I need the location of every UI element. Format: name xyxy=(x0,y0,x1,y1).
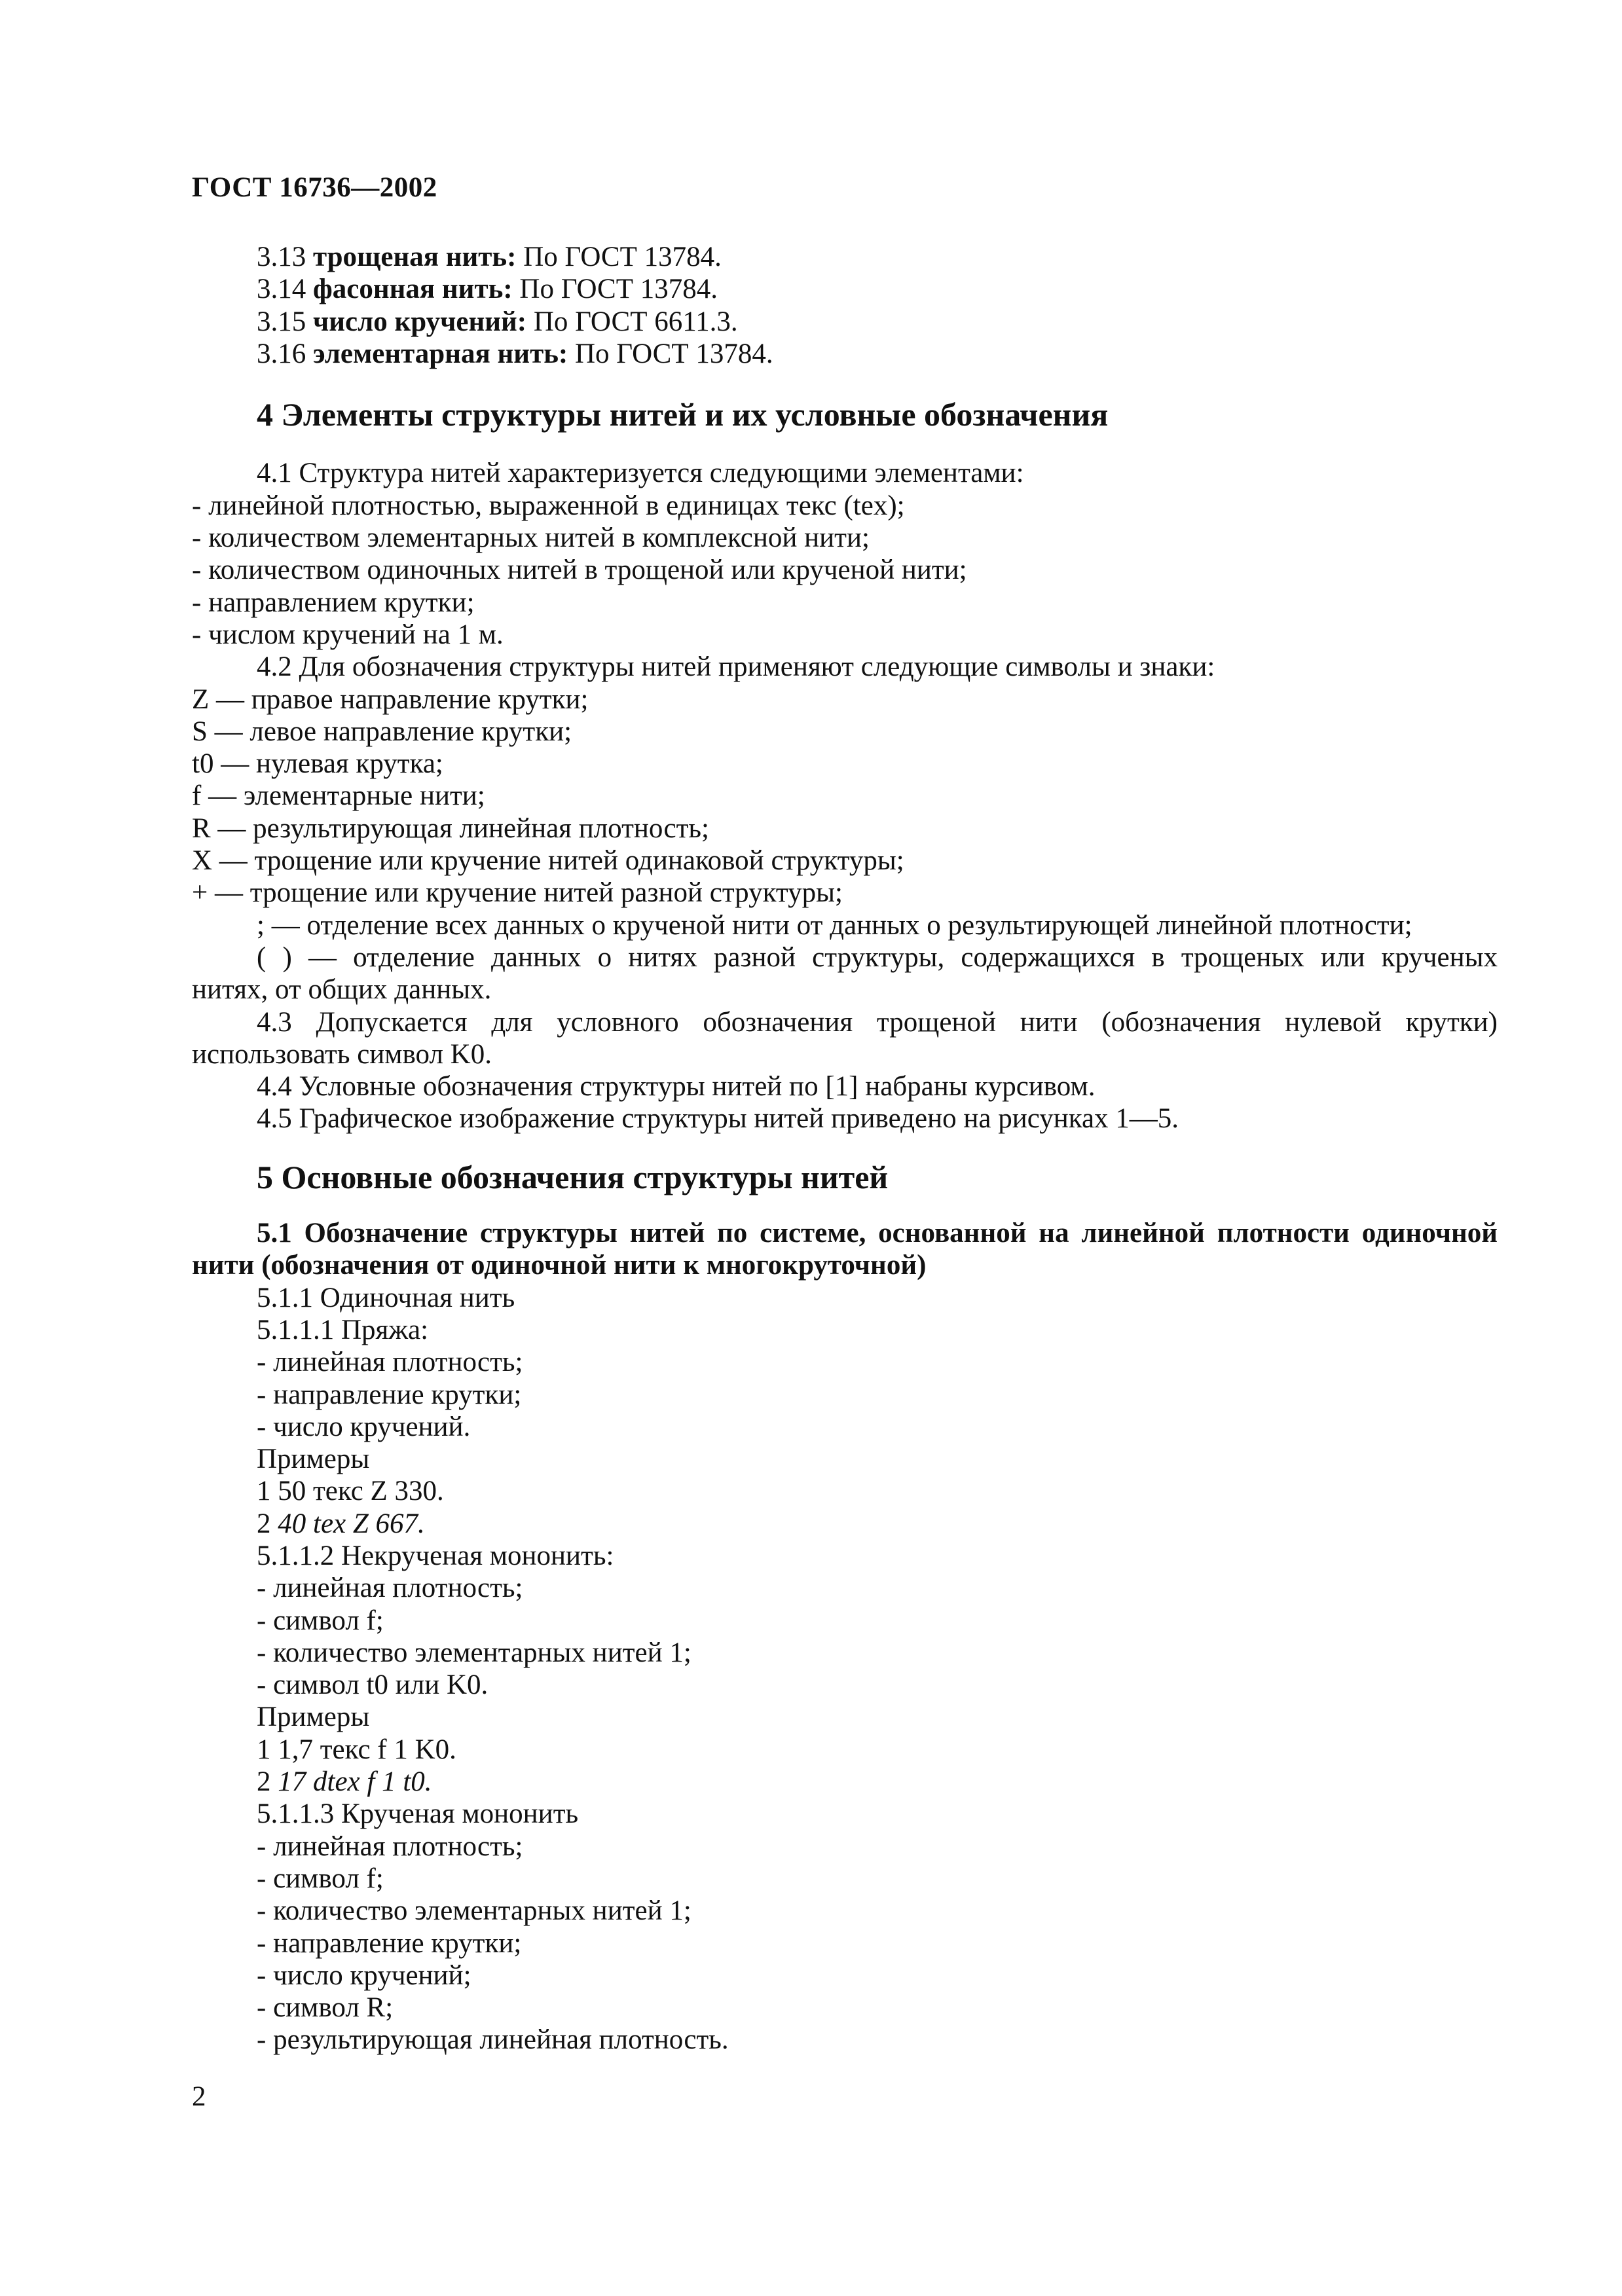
term-number: 3.14 xyxy=(257,274,306,305)
list-item: - числом кручений на 1 м. xyxy=(192,619,504,650)
list-item: - символ R; xyxy=(257,1992,394,2024)
term-reference: По ГОСТ 13784. xyxy=(519,274,718,305)
symbol-item: ; — отделение всех данных о крученой нити от данных о результирующей линейной плотности; xyxy=(257,909,1412,941)
term-3-13 xyxy=(257,241,1498,273)
example-number: 2 xyxy=(257,1508,271,1539)
list-item: - направлением крутки; xyxy=(192,587,475,618)
paragraph-5-1-1: 5.1.1 Одиночная нить xyxy=(257,1282,515,1313)
section-5-heading: 5 Основные обозначения структуры нитей xyxy=(257,1158,889,1195)
symbol-item: X — трощение или кручение нитей одинаковой структуры; xyxy=(192,845,904,877)
example-italic-text: 17 dtex f 1 t0. xyxy=(278,1766,432,1798)
list-item: - линейная плотность; xyxy=(257,1831,523,1862)
paragraph-4-3-line-2: использовать символ K0. xyxy=(192,1038,492,1070)
term-number: 3.16 xyxy=(257,338,306,369)
document-body xyxy=(192,241,1498,2056)
list-item: - число кручений. xyxy=(257,1411,471,1442)
list-item: - количество элементарных нитей 1; xyxy=(257,1637,691,1668)
list-item: - количество элементарных нитей 1; xyxy=(257,1895,691,1927)
term-name: трощеная нить: xyxy=(313,242,517,272)
term-name: элементарная нить: xyxy=(313,338,568,369)
subsection-5-1-heading-line-2: нити (обозначения от одиночной нити к многокруточной) xyxy=(192,1250,927,1281)
example-line xyxy=(257,1508,1498,1540)
symbol-item: R — результирующая линейная плотность; xyxy=(192,812,709,844)
list-item: - направление крутки; xyxy=(257,1379,522,1410)
list-item: - линейная плотность; xyxy=(257,1573,523,1604)
paragraph-4-3-line-1: 4.3 Допускается для условного обозначения трощеной нити (обозначения нулевой крутки) xyxy=(257,1006,1498,1038)
subsection-5-1-heading-line-1: 5.1 Обозначение структуры нитей по системе, основанной на линейной плотности одиночной xyxy=(257,1218,1498,1249)
paragraph-5-1-1-2: 5.1.1.2 Некрученая мононить: xyxy=(257,1540,614,1571)
term-name: число кручений: xyxy=(313,306,527,337)
section-4-heading: 4 Элементы структуры нитей и их условные обозначения xyxy=(257,396,1109,433)
symbol-item: f — элементарные нити; xyxy=(192,780,485,812)
list-item: - символ f; xyxy=(257,1863,384,1894)
brackets-description-line-2: нитях, от общих данных. xyxy=(192,974,492,1006)
list-item: - количеством одиночных нитей в трощеной или крученой нити; xyxy=(192,555,967,586)
example-line xyxy=(257,1766,1498,1798)
paragraph-4-2: 4.2 Для обозначения структуры нитей применяют следующие символы и знаки: xyxy=(257,651,1215,683)
term-reference: По ГОСТ 13784. xyxy=(575,338,773,369)
examples-label: Примеры xyxy=(257,1444,370,1475)
page-number: 2 xyxy=(192,2081,206,2112)
term-number: 3.13 xyxy=(257,242,306,272)
term-3-15 xyxy=(257,306,1498,338)
symbol-item: t0 — нулевая крутка; xyxy=(192,748,443,780)
term-name: фасонная нить: xyxy=(313,274,513,305)
list-item: - линейная плотность; xyxy=(257,1347,523,1378)
examples-label: Примеры xyxy=(257,1702,370,1733)
list-item: - результирующая линейная плотность. xyxy=(257,2024,729,2056)
term-number: 3.15 xyxy=(257,306,306,337)
list-item: - направление крутки; xyxy=(257,1927,522,1959)
paragraph-5-1-1-1: 5.1.1.1 Пряжа: xyxy=(257,1314,429,1345)
list-item: - символ t0 или K0. xyxy=(257,1669,488,1701)
paragraph-5-1-1-3: 5.1.1.3 Крученая мононить xyxy=(257,1798,579,1830)
paragraph-4-4: 4.4 Условные обозначения структуры нитей по [1] набраны курсивом. xyxy=(257,1071,1096,1102)
document-header: ГОСТ 16736—2002 xyxy=(192,172,437,203)
term-reference: По ГОСТ 13784. xyxy=(523,242,722,272)
symbol-item: Z — правое направление крутки; xyxy=(192,683,589,715)
symbol-item: S — левое направление крутки; xyxy=(192,716,572,747)
term-3-14 xyxy=(257,273,1498,305)
paragraph-4-1: 4.1 Структура нитей характеризуется следующими элементами: xyxy=(257,458,1024,489)
list-item: - число кручений; xyxy=(257,1959,471,1991)
list-item: - количеством элементарных нитей в комплексной нити; xyxy=(192,522,870,554)
example-line: 1 1,7 текс f 1 K0. xyxy=(257,1734,456,1765)
example-italic-text: 40 tex Z 667. xyxy=(278,1508,425,1539)
list-item: - символ f; xyxy=(257,1605,384,1636)
symbol-item: + — трощение или кручение нитей разной структуры; xyxy=(192,877,843,909)
list-item: - линейной плотностью, выраженной в единицах текс (tex); xyxy=(192,490,905,521)
term-reference: По ГОСТ 6611.3. xyxy=(533,306,738,337)
paragraph-4-5: 4.5 Графическое изображение структуры нитей приведено на рисунках 1—5. xyxy=(257,1103,1179,1135)
example-line: 1 50 текс Z 330. xyxy=(257,1476,444,1507)
example-number: 2 xyxy=(257,1766,271,1798)
brackets-description-line-1: ( ) — отделение данных о нитях разной структуры, содержащихся в трощеных или крученых xyxy=(257,941,1498,973)
term-3-16 xyxy=(257,338,1498,370)
